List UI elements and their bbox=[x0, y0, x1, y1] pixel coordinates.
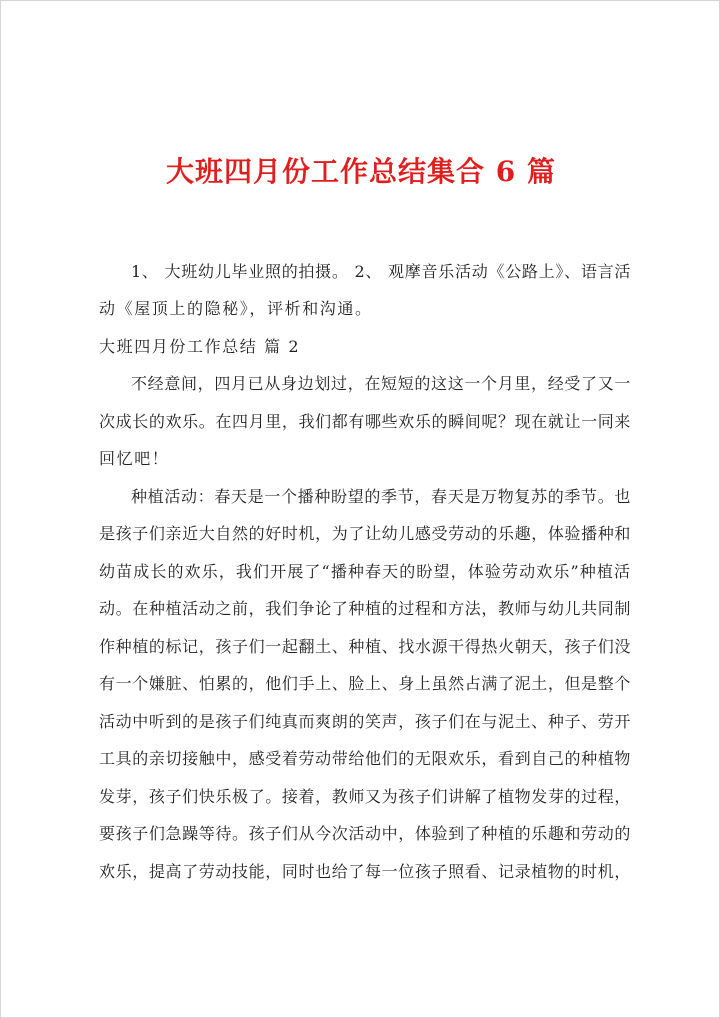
document-title: 大班四月份工作总结集合 6 篇 bbox=[166, 155, 556, 188]
text-line: 不经意间，四月已从身边划过，在短短的这这一个月里，经受了又一 bbox=[131, 374, 631, 393]
text-line: 作种植的标记，孩子们一起翻土、种植、找水源干得热火朝天，孩子们没 bbox=[99, 637, 631, 656]
text-line: 欢乐，提高了劳动技能，同时也给了每一位孩子照看、记录植物的时机， bbox=[99, 862, 631, 881]
text-line: 工具的亲切接触中，感受着劳动带给他们的无限欢乐，看到自己的种植物 bbox=[99, 749, 631, 768]
text-line: 动《屋顶上的隐秘》，评析和沟通。 bbox=[99, 299, 373, 318]
text-line: 发芽，孩子们快乐极了。接着，教师又为孩子们讲解了植物发芽的过程， bbox=[99, 787, 631, 806]
text-line: 种植活动：春天是一个播种盼望的季节，春天是万物复苏的季节。也 bbox=[131, 487, 631, 506]
text-line: 要孩子们急躁等待。孩子们从今次活动中，体验到了种植的乐趣和劳动的 bbox=[99, 824, 631, 843]
text-line: 1、 大班幼儿毕业照的拍摄。 2、 观摩音乐活动《公路上》、语言活 bbox=[131, 262, 631, 281]
text-line: 幼苗成长的欢乐，我们开展了“播种春天的盼望，体验劳动欢乐”种植活 bbox=[99, 562, 631, 581]
section-heading: 大班四月份工作总结 篇 2 bbox=[99, 337, 301, 356]
text-line: 次成长的欢乐。在四月里，我们都有哪些欢乐的瞬间呢？现在就让一同来 bbox=[99, 412, 631, 431]
text-line: 动。在种植活动之前，我们争论了种植的过程和方法，教师与幼儿共同制 bbox=[99, 599, 631, 618]
text-line: 回忆吧！ bbox=[99, 449, 170, 468]
text-line: 活动中听到的是孩子们纯真而爽朗的笑声，孩子们在与泥土、种子、劳开 bbox=[99, 712, 631, 731]
text-line: 有一个嫌脏、怕累的，他们手上、脸上、身上虽然占满了泥土，但是整个 bbox=[99, 674, 631, 693]
text-line: 是孩子们亲近大自然的好时机，为了让幼儿感受劳动的乐趣，体验播种和 bbox=[99, 524, 631, 543]
